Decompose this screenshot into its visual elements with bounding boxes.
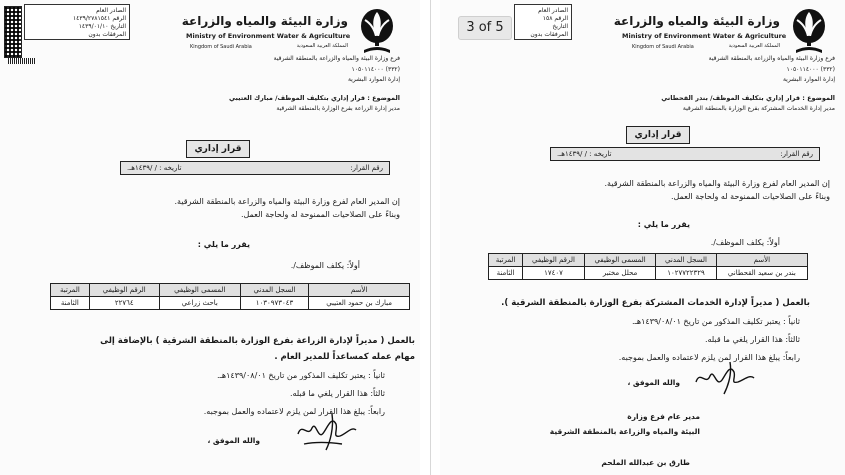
decision-number-date-bar [120,161,390,175]
ministry-logo-icon [352,6,402,58]
decision-date-label: تاريخه : / /١٤٣٩هـ. [127,164,182,172]
assignment-line: بالعمل ( مديراً لإدارة الزراعة بفرع الوزارة بالمنطقة الشرقية ) بالإضافة إلى [100,336,415,346]
intro-line: إن المدير العام لفرع وزارة البيئة والمياه والزراعة بالمنطقة الشرقية. [604,179,830,188]
department-name: إدارة الموارد البشرية [782,76,835,83]
table-cell: ١٠٣٠٩٧٣٠٤٣ [240,297,309,310]
column-header: المرتبة [51,284,90,297]
meta-line: الصادر العام [96,7,126,14]
clause-fourth: رابعاً: يبلغ هذا القرار لمن يلزم لاعتماده والعمل بموجبه. [203,407,385,416]
clause-first: أولاً: يكلف الموظف/. [290,261,360,270]
table-cell: بندر بن سعيد القحطاني [716,267,807,280]
clause-second: ثانياً : يعتبر تكليف المذكور من تاريخ ١٤٣٩/٠٨/٠١هـ. [631,317,800,326]
table-row [51,297,410,310]
signatory-name: طارق بن عبدالله الملحم [601,458,690,467]
office-code: (٣٣٢) ١٠٥٠١١٤٠٠٠ [351,66,400,73]
column-header: الأسم [309,284,410,297]
clause-first: أولاً: يكلف الموظف/. [710,238,780,247]
recipient-line: مدير إدارة الخدمات المشتركة بفرع الوزارة بالمنطقة الشرقية [682,105,835,112]
column-header: المرتبة [489,254,523,267]
table-cell: الثامنة [51,297,90,310]
branch-name: فرع وزارة البيئة والمياه والزراعة بالمنطقة الشرقية [273,55,400,62]
closing-line: والله الموفق ، [627,378,680,387]
table-cell: باحث زراعي [159,297,240,310]
column-header: الرقم الوظيفي [523,254,585,267]
meta-line: الرقم ١٥٨ [542,15,568,22]
decision-title: قرار إداري [186,140,250,158]
intro-line: وبناءً على الصلاحيات الممنوحة له ولحاجة العمل. [240,210,400,219]
signatory-title: مدير عام فرع وزارة [627,412,700,421]
closing-line: والله الموفق ، [207,436,260,445]
kingdom-name-en: Kingdom of Saudi Arabia [190,44,252,50]
table-cell: ٢٢٧٦٤ [89,297,159,310]
column-header: السجل المدني [240,284,309,297]
office-code: (٣٣٢) ١٠٥٠١١٤٠٠٠ [786,66,835,73]
signatory-title: البيئة والمياه والزراعة بالمنطقة الشرقية [549,427,700,436]
clause-third: ثالثاً: هذا القرار يلغي ما قبله. [704,335,800,344]
assignment-line: مهام عمله كمساعداً للمدير العام . [274,352,415,362]
meta-line: المرفقات بدون [88,31,126,38]
kingdom-name-ar: المملكة العربية السعودية [728,43,780,49]
barcode-icon [4,6,22,58]
ministry-name-ar: وزارة البيئة والمياه والزراعة [613,14,780,28]
meta-line: الصادر العام [538,7,568,14]
intro-line: وبناءً على الصلاحيات الممنوحة له ولحاجة العمل. [670,192,830,201]
table-cell: ١٧٤٠٧ [523,267,585,280]
column-header: السجل المدني [656,254,716,267]
signature-icon [292,408,362,454]
employee-table [50,283,410,310]
ministry-name-ar: وزارة البيئة والمياه والزراعة [181,14,348,28]
page-divider [430,0,431,475]
department-name: إدارة الموارد البشرية [347,76,400,83]
ministry-logo-icon [784,6,834,58]
table-cell: الثامنة [489,267,523,280]
subject-line: الموضوع : قرار إداري بتكليف الموظف/ بندر القحطاني [661,94,835,102]
decision-date-label: تاريخه : / /١٤٣٩هـ. [557,150,612,158]
assignment-line: بالعمل ( مديراً لإدارة الخدمات المشتركة بفرع الوزارة بالمنطقة الشرقية ). [501,298,810,308]
ministry-name-en: Ministry of Environment Water & Agriculture [622,32,787,40]
kingdom-name-ar: المملكة العربية السعودية [296,43,348,49]
decides-heading: يقرر ما يلي : [197,240,250,249]
column-header: المسمى الوظيفي [584,254,655,267]
issue-meta-box [24,4,130,40]
clause-fourth: رابعاً: يبلغ هذا القرار لمن يلزم لاعتماده والعمل بموجبه. [618,353,800,362]
column-header: الرقم الوظيفي [89,284,159,297]
table-cell: مبارك بن حمود العتيبي [309,297,410,310]
ministry-name-en: Ministry of Environment Water & Agriculture [186,32,351,40]
table-header-row [51,284,410,297]
employee-table [488,253,808,280]
table-row [489,267,808,280]
decision-title: قرار إداري [626,126,690,144]
clause-third: ثالثاً: هذا القرار يلغي ما قبله. [289,389,385,398]
meta-line: التاريخ ١٤٣٩/٠١/١٠ [78,23,126,30]
recipient-line: مدير إدارة الزراعة بفرع الوزارة بالمنطقة الشرقية [276,105,400,112]
meta-line: المرفقات بدون [530,31,568,38]
column-header: الأسم [716,254,807,267]
small-barcode-icon [8,58,36,64]
kingdom-name-en: Kingdom of Saudi Arabia [632,44,694,50]
meta-line: الرقم ١٤٣٩/٢٧٨١٥٤١ [72,15,126,22]
document-page-right [440,0,845,475]
table-cell: ١٠٢٧٧٢٢٣٢٩ [656,267,716,280]
signature-icon [690,358,760,398]
subject-line: الموضوع : قرار إداري بتكليف الموظف/ مبارك العتيبي [228,94,400,102]
intro-line: إن المدير العام لفرع وزارة البيئة والمياه والزراعة بالمنطقة الشرقية. [174,197,400,206]
clause-second: ثانياً : يعتبر تكليف المذكور من تاريخ ١٤٣٩/٠٨/٠١هـ. [216,371,385,380]
decides-heading: يقرر ما يلي : [637,220,690,229]
page-counter-badge: 3 of 5 [458,16,512,40]
decision-number-label: رقم القرار: [350,164,383,172]
table-cell: محلل مختبر [584,267,655,280]
table-header-row [489,254,808,267]
document-page-left [0,0,420,475]
meta-line: التاريخ [552,23,568,30]
column-header: المسمى الوظيفي [159,284,240,297]
decision-number-label: رقم القرار: [780,150,813,158]
issue-meta-box [514,4,572,40]
branch-name: فرع وزارة البيئة والمياه والزراعة بالمنطقة الشرقية [708,55,835,62]
decision-number-date-bar [550,147,820,161]
